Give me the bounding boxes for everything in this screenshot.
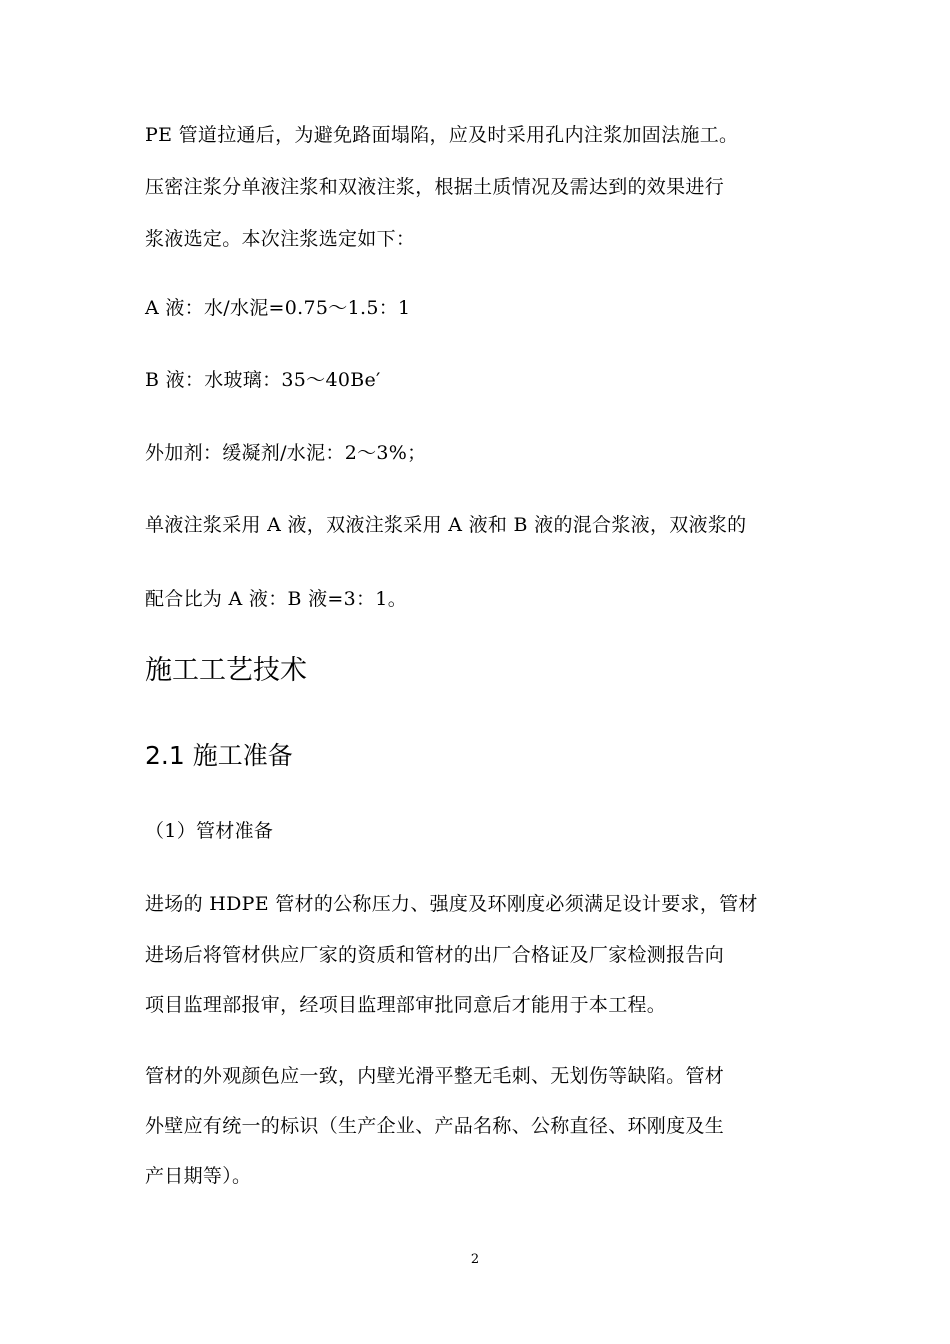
intro-line-1: PE 管道拉通后，为避免路面塌陷，应及时采用孔内注浆加固法施工。 bbox=[145, 124, 739, 146]
para2-line-1: 管材的外观颜色应一致，内壁光滑平整无毛刺、无划伤等缺陷。管材 bbox=[145, 1065, 725, 1087]
intro-line-2: 压密注浆分单液注浆和双液注浆，根据土质情况及需达到的效果进行 bbox=[145, 176, 725, 198]
para2-line-2: 外壁应有统一的标识（生产企业、产品名称、公称直径、环刚度及生 bbox=[145, 1115, 725, 1137]
spec-additive: 外加剂：缓凝剂/水泥：2～3%； bbox=[145, 442, 427, 464]
para2-line-3: 产日期等）。 bbox=[145, 1165, 252, 1187]
para1-line-1: 进场的 HDPE 管材的公称压力、强度及环刚度必须满足设计要求，管材 bbox=[145, 893, 758, 915]
subsection-title: 2.1 施工准备 bbox=[145, 741, 293, 770]
mix-line-2: 配合比为 A 液：B 液=3：1。 bbox=[145, 588, 407, 610]
intro-line-3: 浆液选定。本次注浆选定如下： bbox=[145, 228, 416, 250]
item-title: （1）管材准备 bbox=[145, 820, 274, 842]
spec-b-liquid: B 液：水玻璃：35～40Be′ bbox=[145, 369, 381, 391]
para1-line-3: 项目监理部报审，经项目监理部审批同意后才能用于本工程。 bbox=[145, 994, 667, 1016]
spec-a-liquid: A 液：水/水泥=0.75～1.5：1 bbox=[145, 297, 411, 319]
section-title: 施工工艺技术 bbox=[145, 655, 307, 686]
page-number: 2 bbox=[470, 1252, 480, 1267]
para1-line-2: 进场后将管材供应厂家的资质和管材的出厂合格证及厂家检测报告向 bbox=[145, 944, 725, 966]
mix-line-1: 单液注浆采用 A 液，双液注浆采用 A 液和 B 液的混合浆液，双液浆的 bbox=[145, 514, 747, 536]
